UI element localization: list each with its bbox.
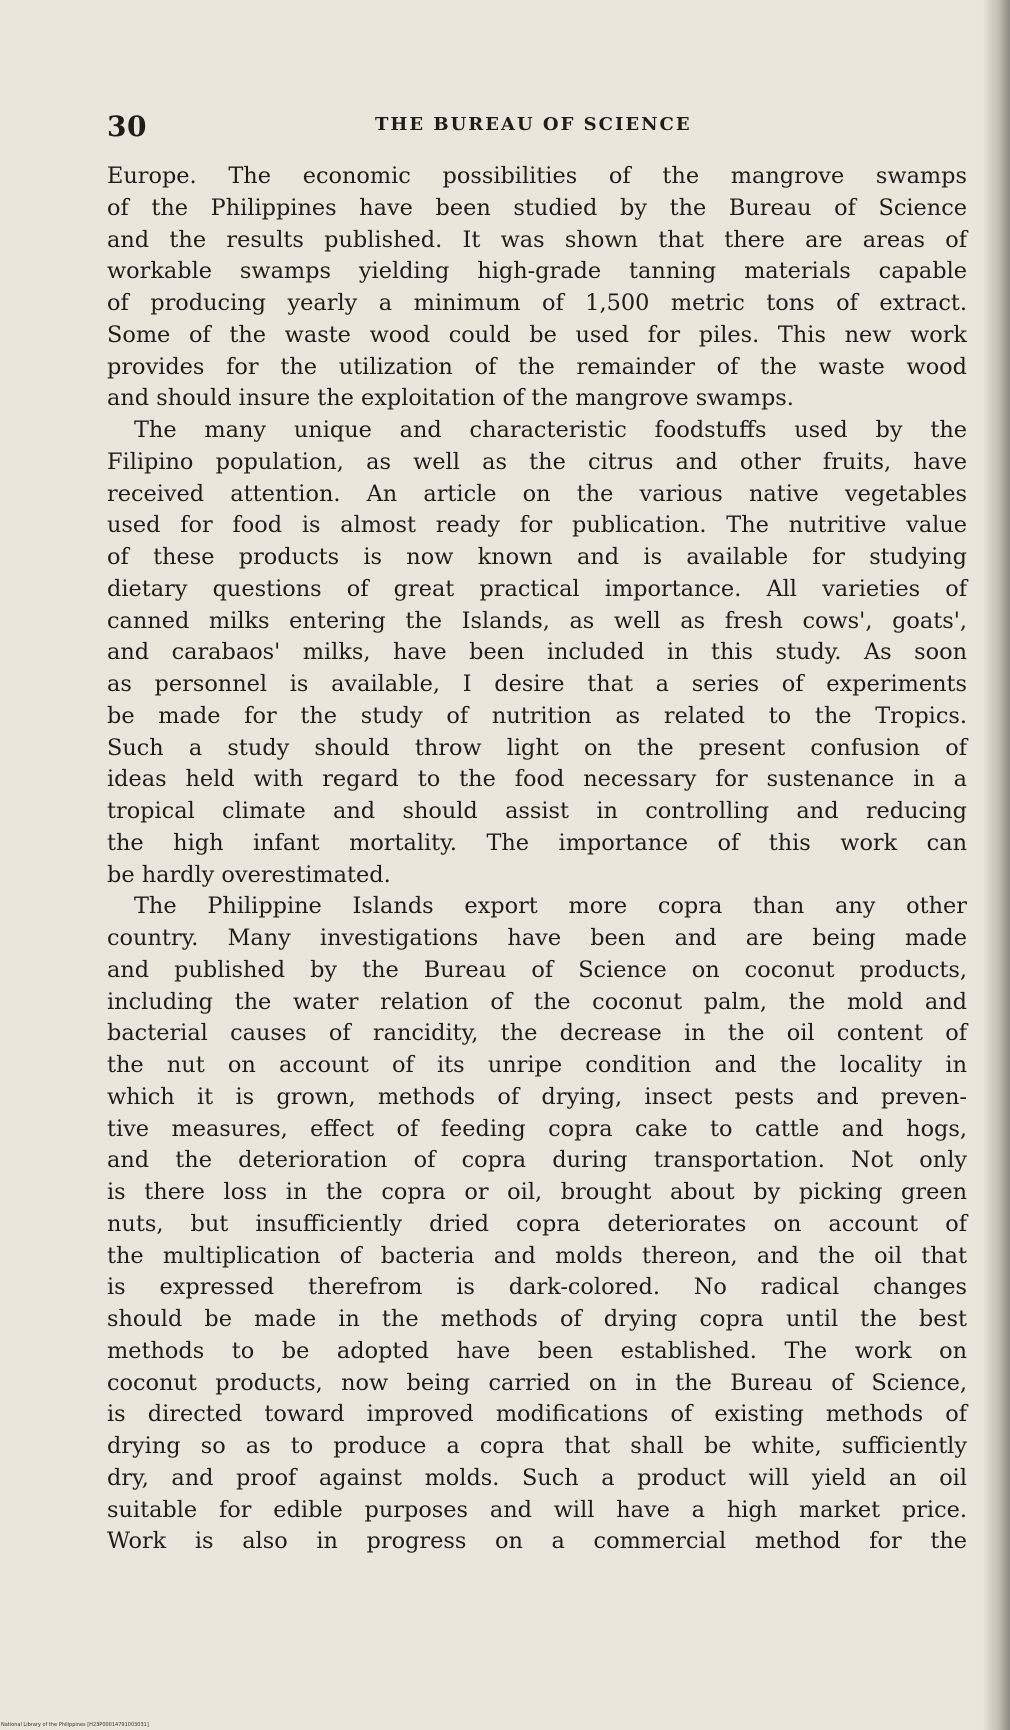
text-line: should be made in the methods of drying copra until the best (107, 1306, 967, 1332)
text-line: dry, and proof against molds. Such a product will yield an oil (107, 1464, 967, 1491)
text-line: Filipino population, as well as the citrus and other fruits, have (107, 448, 967, 475)
text-line: received attention. An article on the various native vegetables (107, 480, 967, 507)
text-line: the nut on account of its unripe condition and the locality in (107, 1052, 967, 1078)
text-line: dietary questions of great practical importance. All varieties of (107, 575, 967, 602)
text-line: is there loss in the copra or oil, brought about by picking green (107, 1179, 967, 1205)
page-header (107, 110, 967, 150)
text-line: be hardly overestimated. (107, 861, 391, 888)
text-line: of these products is now known and is available for studying (107, 544, 967, 570)
scan-source-note: National Library of the Philippines [H23P00014791003031] (1, 1722, 149, 1728)
text-line: The Philippine Islands export more copra than any other (134, 893, 967, 920)
text-line: is directed toward improved modifications of existing methods of (107, 1401, 967, 1428)
text-line: as personnel is available, I desire that a series of experiments (107, 671, 967, 697)
text-line: bacterial causes of rancidity, the decrease in the oil content of (107, 1020, 967, 1047)
paragraph (107, 161, 967, 415)
text-line: workable swamps yielding high-grade tanning materials capable (107, 258, 967, 285)
text-line: and published by the Bureau of Science on coconut products, (107, 956, 967, 983)
text-line: be made for the study of nutrition as related to the Tropics. (107, 702, 967, 729)
text-line: Work is also in progress on a commercial method for the (107, 1528, 967, 1555)
paragraph (107, 415, 967, 891)
text-line: canned milks entering the Islands, as well as fresh cows', goats', (107, 607, 967, 634)
running-head: THE BUREAU OF SCIENCE (375, 114, 692, 135)
text-line: suitable for edible purposes and will have a high market price. (107, 1496, 967, 1523)
text-line: ideas held with regard to the food necessary for sustenance in a (107, 766, 967, 793)
text-line: Some of the waste wood could be used for piles. This new work (107, 321, 967, 348)
text-line: drying so as to produce a copra that shall be white, sufficiently (107, 1433, 967, 1459)
page-edge-shadow (982, 0, 1010, 1730)
text-line: of producing yearly a minimum of 1,500 metric tons of extract. (107, 290, 967, 316)
text-line: coconut products, now being carried on in the Bureau of Science, (107, 1369, 967, 1396)
text-line: country. Many investigations have been and are being made (107, 925, 967, 951)
text-line: provides for the utilization of the remainder of the waste wood (107, 353, 967, 380)
text-line: Europe. The economic possibilities of the mangrove swamps (107, 163, 967, 189)
text-line: and the results published. It was shown that there are areas of (107, 226, 967, 253)
text-line: and carabaos' milks, have been included in this study. As soon (107, 639, 967, 666)
text-line: tropical climate and should assist in controlling and reducing (107, 798, 967, 824)
text-line: used for food is almost ready for publication. The nutritive value (107, 512, 967, 539)
body-text (107, 161, 967, 1558)
text-line: Such a study should throw light on the present confusion of (107, 734, 967, 761)
paragraph (107, 891, 967, 1558)
text-line: The many unique and characteristic foodstuffs used by the (134, 417, 967, 443)
page-number: 30 (107, 110, 147, 143)
text-line: and the deterioration of copra during transportation. Not only (107, 1147, 967, 1174)
text-line: the multiplication of bacteria and molds thereon, and the oil that (107, 1242, 967, 1269)
text-line: which it is grown, methods of drying, insect pests and preven- (107, 1083, 967, 1110)
text-line: is expressed therefrom is dark-colored. No radical changes (107, 1274, 967, 1301)
text-line: of the Philippines have been studied by the Bureau of Science (107, 194, 967, 221)
text-line: including the water relation of the coconut palm, the mold and (107, 988, 967, 1015)
text-line: nuts, but insufficiently dried copra deteriorates on account of (107, 1210, 967, 1237)
text-line: tive measures, effect of feeding copra cake to cattle and hogs, (107, 1115, 967, 1142)
text-line: methods to be adopted have been established. The work on (107, 1337, 967, 1364)
text-line: and should insure the exploitation of the mangrove swamps. (107, 385, 794, 412)
text-line: the high infant mortality. The importance of this work can (107, 829, 967, 856)
